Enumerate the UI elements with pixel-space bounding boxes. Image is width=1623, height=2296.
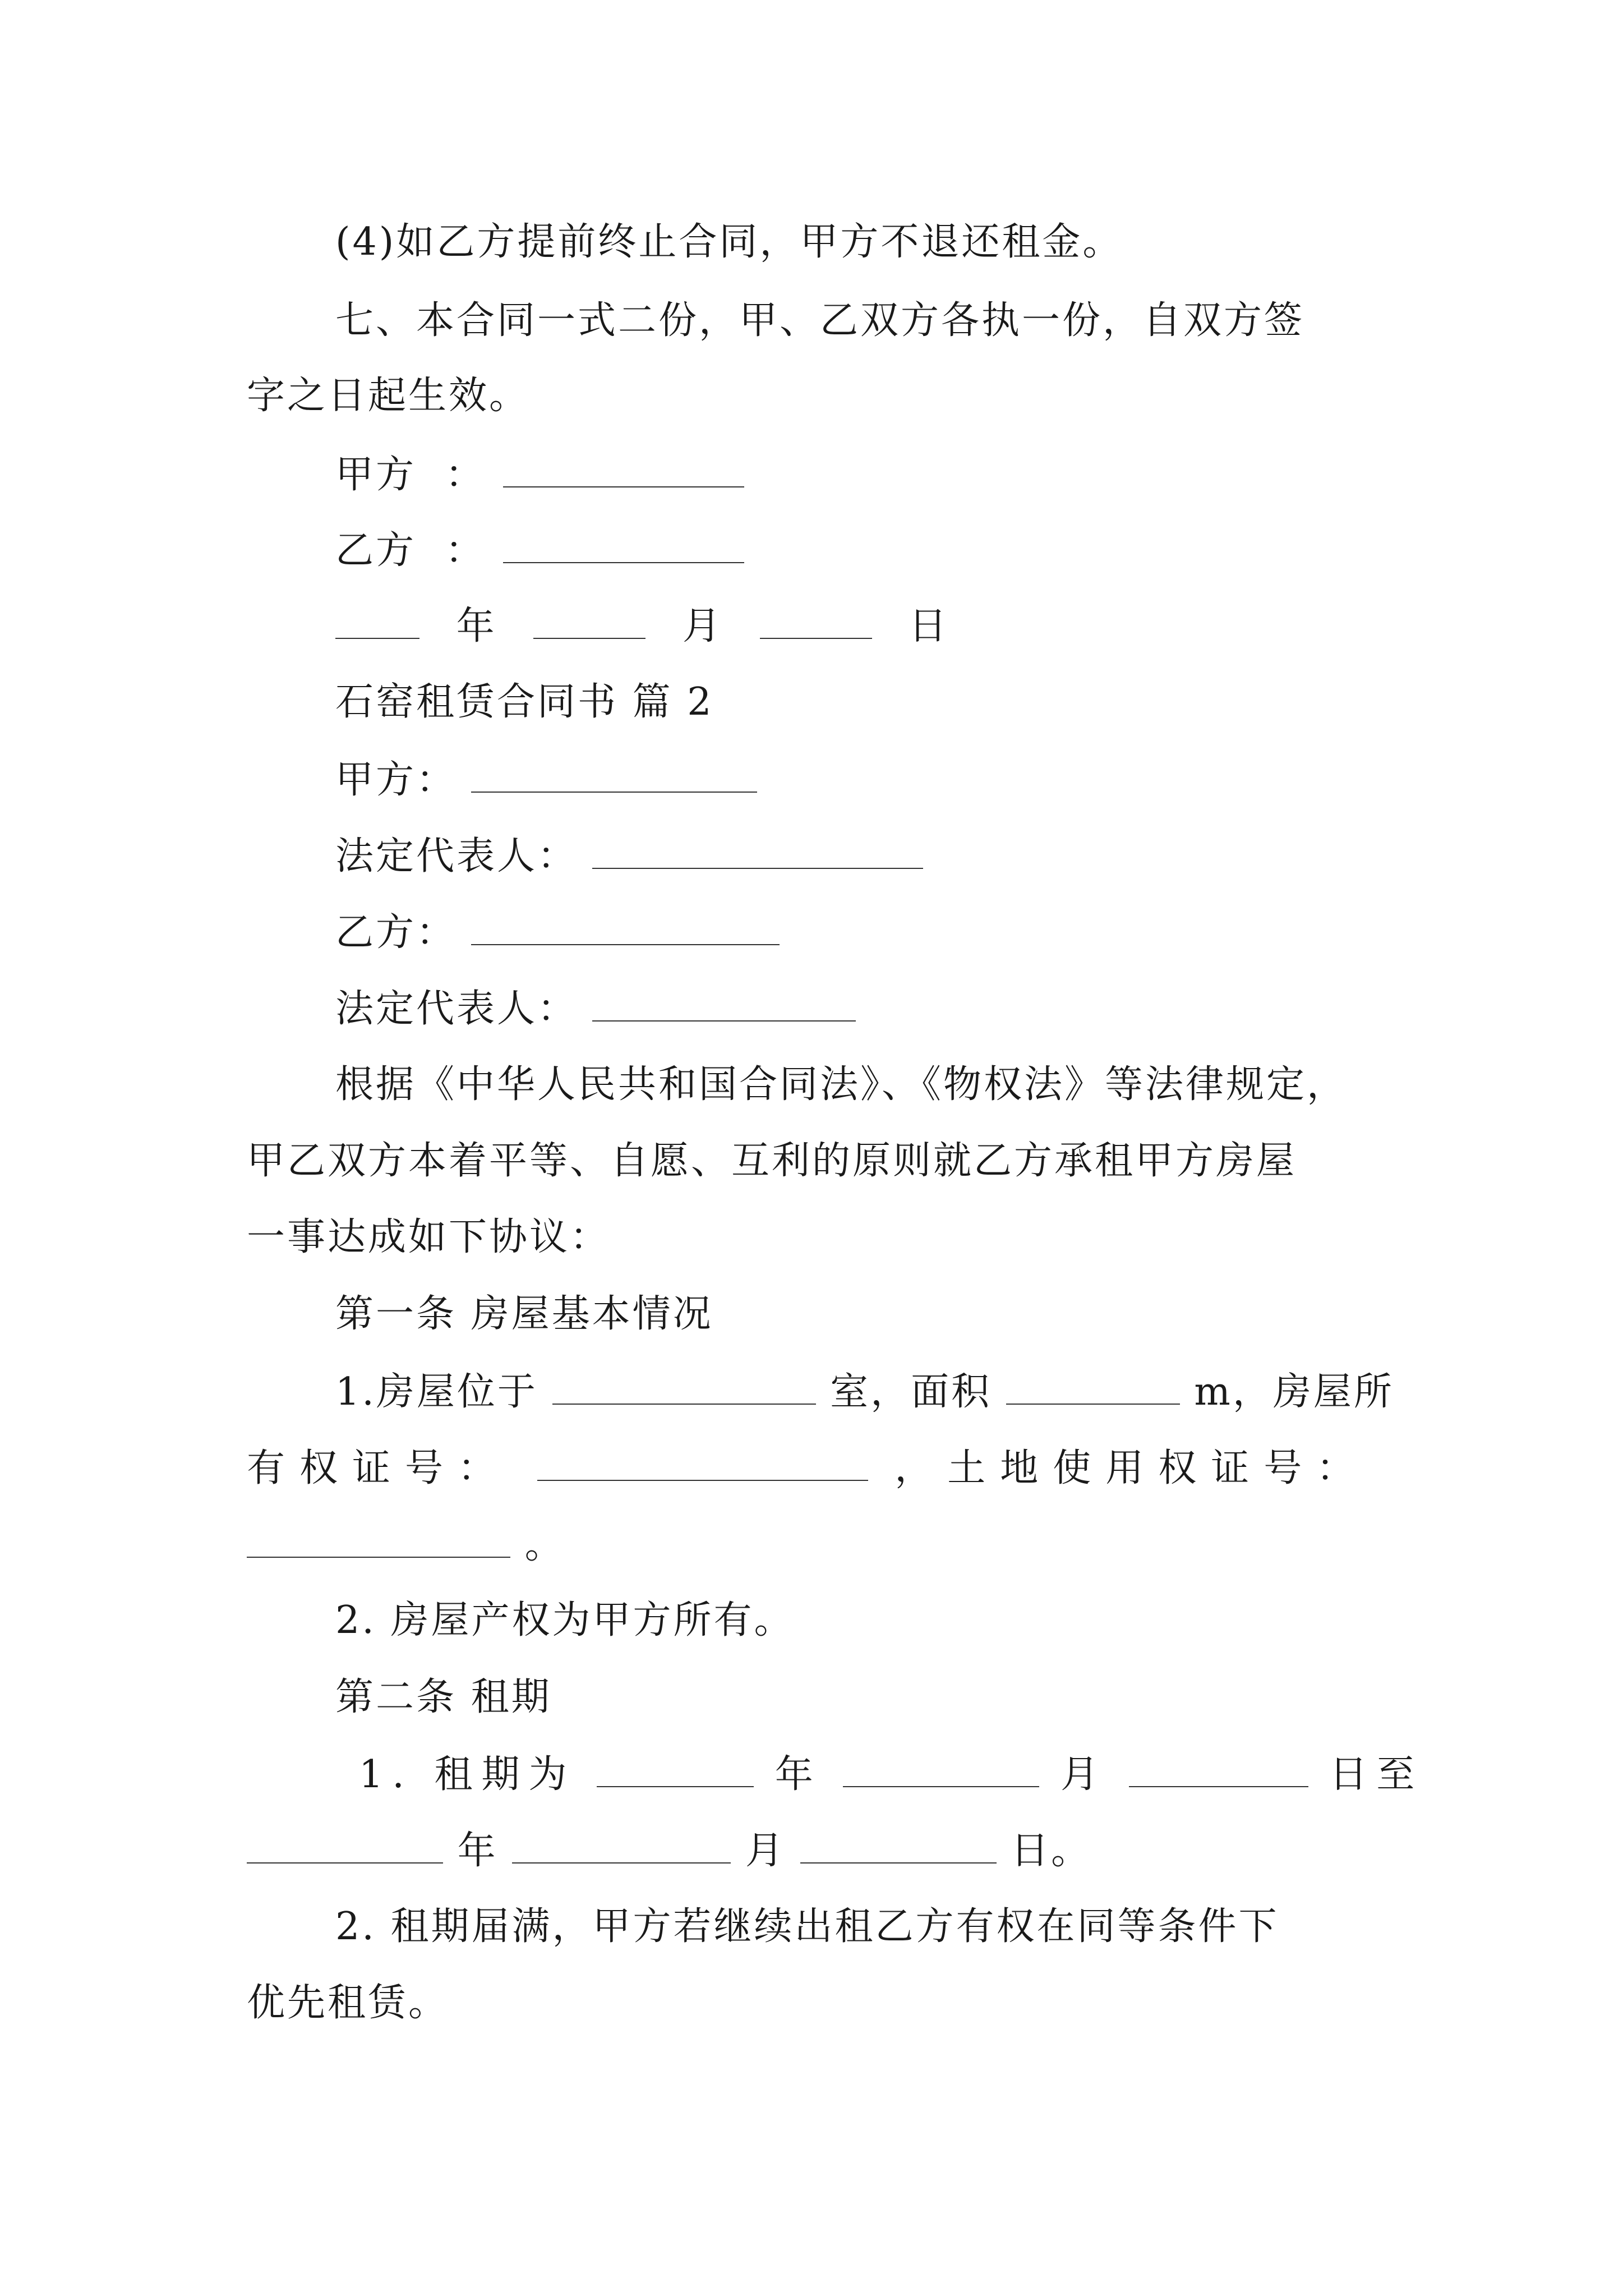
month-label: 月 (745, 1829, 786, 1873)
area-label: 室，面积 (830, 1370, 992, 1414)
date-day-blank[interactable] (760, 603, 872, 639)
clause-seven-line2: 字之日起生效。 (247, 374, 530, 418)
party-a-line (335, 757, 757, 803)
day-label: 日。 (1011, 1829, 1092, 1873)
article-1-heading: 第一条 房屋基本情况 (335, 1292, 713, 1336)
location-label: 1.房屋位于 (335, 1370, 538, 1414)
signature-party-b (335, 527, 744, 573)
term-start-year-blank[interactable] (597, 1751, 754, 1787)
basis-line3: 一事达成如下协议： (247, 1215, 611, 1259)
signature-party-a (335, 452, 744, 498)
date-year-blank[interactable] (335, 603, 419, 639)
land-cert-blank[interactable] (247, 1522, 510, 1558)
term-start-day-blank[interactable] (1129, 1751, 1308, 1787)
year-label: 年 (456, 604, 497, 648)
colon: ： (445, 453, 486, 497)
signature-party-b-label: 乙方 (335, 528, 417, 573)
basis-line1: 根据《中华人民共和国合同法》、《物权法》等法律规定， (335, 1062, 1348, 1107)
year-label: 年 (457, 1829, 498, 1873)
party-a-legal-rep-line (335, 833, 923, 879)
month-label: 月 (682, 604, 723, 648)
term-label: 1. 租期为 (359, 1752, 576, 1797)
area-blank[interactable] (1006, 1369, 1180, 1405)
signature-party-b-blank[interactable] (503, 527, 744, 563)
ownership-cert-label: 有权证号： (247, 1446, 511, 1490)
party-a-legal-rep-blank[interactable] (592, 833, 923, 869)
land-cert-label: ，土地使用权证号： (895, 1446, 1370, 1490)
article-1-item-1-line3 (247, 1522, 565, 1568)
article-2-item-2-line2: 优先租赁。 (247, 1981, 449, 2025)
signature-party-a-blank[interactable] (503, 452, 744, 487)
article-1-item-2: 2. 房屋产权为甲方所有。 (335, 1598, 795, 1642)
party-b-blank[interactable] (471, 909, 780, 945)
article-2-item-1-line2 (247, 1828, 1091, 1874)
party-a-label: 甲方： (335, 758, 457, 802)
colon: ： (445, 528, 486, 573)
legal-rep-label: 法定代表人： (335, 987, 578, 1031)
basis-line2: 甲乙双方本着平等、自愿、互利的原则就乙方承租甲方房屋 (247, 1139, 1297, 1183)
term-end-day-blank[interactable] (800, 1828, 997, 1864)
month-label: 月 (1061, 1752, 1108, 1797)
year-label: 年 (774, 1752, 822, 1797)
party-b-legal-rep-line (335, 986, 856, 1032)
article-1-item-1-line2 (247, 1445, 1369, 1491)
article-2-item-1-line1 (359, 1751, 1423, 1797)
term-end-month-blank[interactable] (512, 1828, 731, 1864)
party-a-blank[interactable] (471, 757, 757, 793)
article-2-heading: 第二条 租期 (335, 1675, 552, 1719)
location-blank[interactable] (552, 1369, 816, 1405)
ownership-label: m，房屋所 (1194, 1370, 1394, 1414)
term-end-year-blank[interactable] (247, 1828, 443, 1864)
party-b-legal-rep-blank[interactable] (592, 986, 856, 1022)
signature-party-a-label: 甲方 (335, 453, 417, 497)
article-2-item-2-line1: 2. 租期届满，甲方若继续出租乙方有权在同等条件下 (335, 1904, 1279, 1949)
clause-seven-line1: 七、本合同一式二份，甲、乙双方各执一份，自双方签 (335, 298, 1305, 343)
section-heading-2: 石窑租赁合同书 篇 2 (335, 680, 714, 724)
term-start-month-blank[interactable] (843, 1751, 1039, 1787)
ownership-cert-blank[interactable] (537, 1445, 868, 1481)
date-month-blank[interactable] (533, 603, 645, 639)
legal-rep-label: 法定代表人： (335, 834, 578, 878)
clause-4-text: (4)如乙方提前终止合同，甲方不退还租金。 (335, 220, 1123, 264)
period-mark: 。 (524, 1523, 565, 1567)
party-b-label: 乙方： (335, 910, 457, 955)
day-label: 日 (909, 604, 949, 648)
signature-date (335, 603, 949, 649)
article-1-item-1-line1 (335, 1369, 1394, 1415)
party-b-line (335, 909, 780, 955)
day-to-label: 日至 (1329, 1752, 1424, 1797)
